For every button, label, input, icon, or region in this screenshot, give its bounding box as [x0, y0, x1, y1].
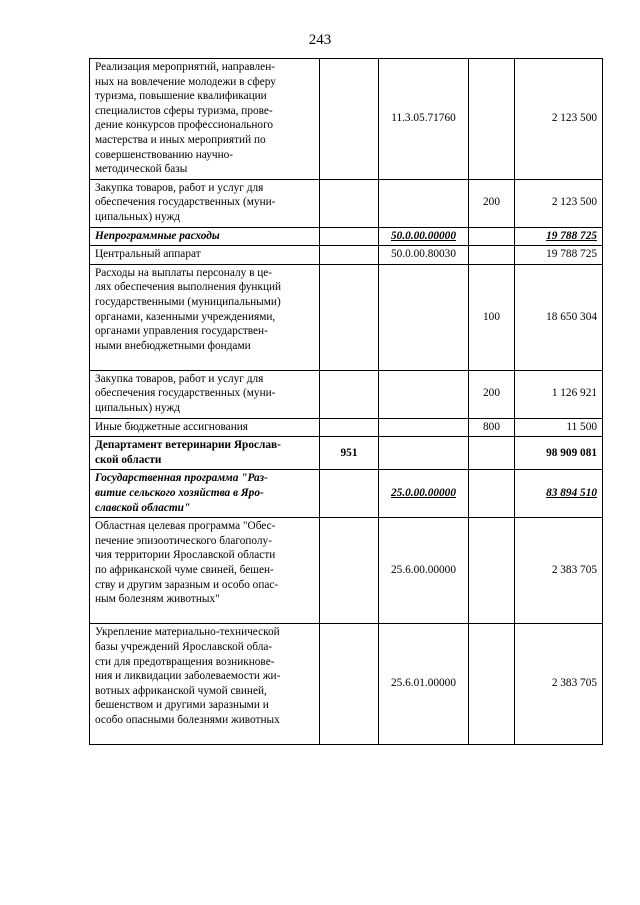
row-sum-cell: 19 788 725: [515, 246, 603, 265]
row-name-cell: Областная целевая программа "Обес- печение эпизоотического благополу- чия территории Ярославской области по африканской чуме свиней, бешен- ству и другим заразным и особо опас- ным болезням животных": [90, 518, 320, 624]
table-row: [90, 518, 603, 624]
table-row: [90, 624, 603, 745]
row-name-cell: Расходы на выплаты персоналу в це- лях обеспечения выполнения функций государственными (муниципальными) органами, казенными учреждениями, органами управления государствен- ными внебюджетными фондами: [90, 264, 320, 370]
row-sum-cell: 2 383 705: [515, 624, 603, 745]
row-dept-cell: [320, 518, 379, 624]
table-row: [90, 246, 603, 265]
table-row: [90, 264, 603, 370]
row-dept-cell: [320, 370, 379, 418]
row-vr-cell: [469, 437, 515, 470]
row-name-cell: Укрепление материально-технической базы учреждений Ярославской обла- сти для предотвращения возникнове- ния и ликвидации заболеваемости жи- вотных африканской чумой свиней, бешенством и другими заразными и особо опасными болезнями животных: [90, 624, 320, 745]
row-name-cell: Центральный аппарат: [90, 246, 320, 265]
row-dept-cell: [320, 418, 379, 437]
row-csr-cell: [379, 418, 469, 437]
row-csr-cell: 50.0.00.80030: [379, 246, 469, 265]
page-number: 243: [308, 32, 332, 48]
row-name-cell: Закупка товаров, работ и услуг для обеспечения государственных (муни- ципальных) нужд: [90, 370, 320, 418]
row-vr-cell: [469, 470, 515, 518]
budget-table: [89, 58, 603, 745]
row-sum-cell: 18 650 304: [515, 264, 603, 370]
row-vr-cell: 100: [469, 264, 515, 370]
row-name-cell: Государственная программа "Раз- витие сельского хозяйства в Яро- славской области": [90, 470, 320, 518]
row-csr-cell: 25.6.01.00000: [379, 624, 469, 745]
row-csr-cell: [379, 370, 469, 418]
row-dept-cell: [320, 624, 379, 745]
row-csr-cell: [379, 437, 469, 470]
row-name-cell: Закупка товаров, работ и услуг для обеспечения государственных (муни- ципальных) нужд: [90, 179, 320, 227]
row-vr-cell: 800: [469, 418, 515, 437]
row-sum-cell: 11 500: [515, 418, 603, 437]
row-csr-cell: [379, 179, 469, 227]
row-dept-cell: [320, 470, 379, 518]
row-dept-cell: [320, 227, 379, 246]
budget-table-body: [90, 59, 603, 745]
row-dept-cell: [320, 264, 379, 370]
row-vr-cell: 200: [469, 370, 515, 418]
row-csr-cell: 25.0.00.00000: [379, 470, 469, 518]
row-name-cell: Непрограммные расходы: [90, 227, 320, 246]
row-vr-cell: [469, 518, 515, 624]
row-sum-cell: 2 383 705: [515, 518, 603, 624]
table-row: [90, 59, 603, 180]
table-row: [90, 470, 603, 518]
table-row: [90, 370, 603, 418]
row-sum-cell: 19 788 725: [515, 227, 603, 246]
row-name-cell: Департамент ветеринарии Ярослав- ской области: [90, 437, 320, 470]
row-dept-cell: [320, 246, 379, 265]
row-csr-cell: 11.3.05.71760: [379, 59, 469, 180]
row-vr-cell: 200: [469, 179, 515, 227]
table-row: [90, 418, 603, 437]
row-dept-cell: 951: [320, 437, 379, 470]
table-row: [90, 437, 603, 470]
row-name-cell: Реализация мероприятий, направлен- ных на вовлечение молодежи в сферу туризма, повышение квалификации специалистов сферы туризма, прове- дение конкурсов профессионального мастерства и иных мероприятий по совершенствованию научно- методической базы: [90, 59, 320, 180]
row-dept-cell: [320, 179, 379, 227]
row-vr-cell: [469, 59, 515, 180]
table-row: [90, 179, 603, 227]
row-sum-cell: 2 123 500: [515, 59, 603, 180]
row-sum-cell: 98 909 081: [515, 437, 603, 470]
row-vr-cell: [469, 624, 515, 745]
row-csr-cell: [379, 264, 469, 370]
row-vr-cell: [469, 246, 515, 265]
row-csr-cell: 50.0.00.00000: [379, 227, 469, 246]
row-sum-cell: 83 894 510: [515, 470, 603, 518]
row-vr-cell: [469, 227, 515, 246]
row-csr-cell: 25.6.00.00000: [379, 518, 469, 624]
row-sum-cell: 1 126 921: [515, 370, 603, 418]
row-dept-cell: [320, 59, 379, 180]
row-sum-cell: 2 123 500: [515, 179, 603, 227]
table-row: [90, 227, 603, 246]
row-name-cell: Иные бюджетные ассигнования: [90, 418, 320, 437]
